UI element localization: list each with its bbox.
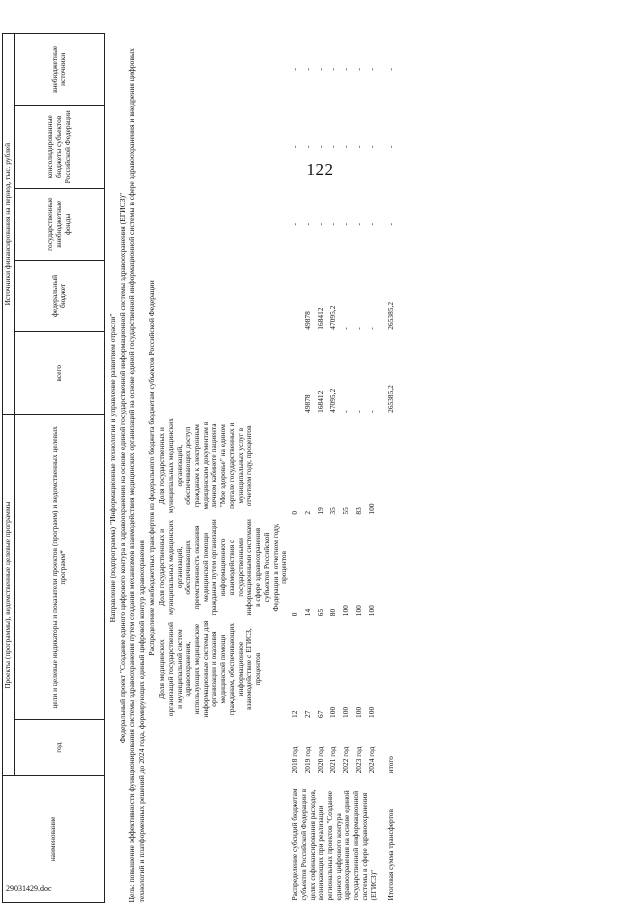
budget-table — [2, 33, 397, 903]
year-cell: 2022 год — [341, 746, 351, 774]
indicator-1-value: 100 — [366, 706, 376, 718]
indicator-1-value: 100 — [328, 706, 338, 718]
indicator-2-value: 100 — [341, 605, 351, 617]
regional-value: - — [353, 145, 363, 149]
indicator-header-1: Доля медицинских организаций государственной и муниципальной систем здравоохранения, использующих медицинские информационные системы для организации и оказания медицинской помощи гражданам, обеспечивающих информационное взаимодействие с ЕГИСЗ, процентов — [157, 620, 263, 718]
year-cell: 2020 год — [315, 746, 325, 774]
header-federal: федеральный бюджет — [14, 260, 104, 332]
indicator-header-2: Доля государственных и муниципальных медицинских организаций, обеспечивающих преемственность оказания медицинской помощи гражданам путем организации информационного взаимодействия с государственными информационными системами в сфере здравоохранения субъектов Российской Федерации в отчетном году, процентов — [157, 519, 289, 616]
funds-value: - — [302, 223, 312, 226]
federal-value: 47095,2 — [328, 305, 338, 330]
funds-value: - — [328, 223, 338, 226]
indicator-2-value: 14 — [302, 608, 312, 617]
header-year: год — [14, 720, 104, 775]
indicator-3-value: 100 — [366, 503, 376, 515]
year-cell: 2018 год — [290, 746, 300, 774]
federal-value: - — [341, 327, 351, 330]
project-title: Федеральный проект "Создание единого цифрового контура в здравоохранении на основе единой государственной информационной системы здравоохранения (ЕГИСЗ)" — [117, 192, 127, 744]
file-footer: 29031429.doc — [6, 884, 52, 893]
section-banner — [104, 34, 157, 903]
total-value: - — [353, 410, 363, 413]
goal-text: Цель: повышение эффективности функционирования системы здравоохранения путем создания механизмов взаимодействия медицинских организаций на основе единой государственной информационной системы в сфере здравоохранения и внедрения цифровых технологий и платформенных решений до 2024 года, формирующих единый цифровой контур здравоохранения — [127, 48, 147, 903]
indicator-3-value: 35 — [328, 507, 338, 515]
indicator-2-value: 80 — [328, 608, 338, 617]
header-indicators: цели и целевые индикаторы и показатели проектов (программ) и ведомственных целевых программ* — [14, 415, 104, 720]
indicator-1-value: 100 — [353, 706, 363, 718]
total-row-name: Итоговая сумма трансфертов — [386, 809, 396, 901]
indicator-1-value: 27 — [302, 710, 312, 718]
header-name: наименование — [3, 775, 105, 902]
regional-value: - — [341, 145, 351, 149]
total-value: 49878 — [302, 394, 312, 413]
indicator-3-value: 55 — [341, 507, 351, 515]
funds-value: - — [341, 223, 351, 226]
funds-value: - — [353, 223, 363, 226]
grand-federal-value: 265385,2 — [386, 301, 396, 330]
regional-value: - — [290, 145, 300, 149]
federal-value — [290, 260, 303, 332]
direction-title: Направление (подпрограмма) "Информационные технологии и управление развитием отрасли" — [107, 313, 117, 623]
header-extrabudget-funds: государственные внебюджетные фонды — [14, 188, 104, 260]
indicator-3-value: 0 — [290, 510, 300, 515]
federal-value: - — [366, 327, 376, 330]
total-value: - — [366, 410, 376, 413]
funds-value: - — [315, 223, 325, 226]
indicator-2-value: 100 — [366, 605, 376, 617]
external-value: - — [328, 68, 338, 71]
header-funding-group: Источники финансирования на период, тыс. рублей — [3, 34, 15, 415]
grand-total-value: 265385,2 — [386, 385, 396, 413]
page-number: 122 — [306, 160, 334, 179]
grand-regional-value: - — [386, 145, 396, 149]
header-projects-group: Проекты (программы), ведомственные целевые программы — [3, 415, 15, 776]
indicator-3-value: 19 — [315, 507, 325, 515]
regional-value: - — [315, 145, 325, 149]
header-external: внебюджетные источники — [14, 34, 104, 106]
indicator-2-value: 100 — [353, 605, 363, 617]
external-value: - — [302, 68, 312, 71]
external-value: - — [353, 68, 363, 71]
indicator-2-value: 0 — [290, 612, 300, 617]
header-regional: консолидированные бюджеты субъектов Российской Федерации — [14, 105, 104, 188]
grand-external-value: - — [386, 68, 396, 71]
rotated-table-page — [2, 33, 637, 903]
total-value: - — [341, 410, 351, 413]
indicator-1-value: 12 — [290, 710, 300, 718]
total-value — [290, 332, 303, 415]
funds-value: - — [366, 223, 376, 226]
indicator-1-value: 100 — [341, 706, 351, 718]
year-cell: 2023 год — [353, 746, 363, 774]
external-value: - — [290, 68, 300, 71]
indicator-3-value: 2 — [302, 510, 312, 515]
external-value: - — [366, 68, 376, 71]
external-value: - — [315, 68, 325, 71]
year-cell: 2019 год — [302, 746, 312, 774]
regional-value: - — [328, 145, 338, 149]
total-value: 168412 — [315, 390, 325, 413]
total-row-year: итого — [386, 756, 396, 774]
total-value: 47095,2 — [328, 388, 338, 413]
external-value: - — [341, 68, 351, 71]
regional-value: - — [366, 145, 376, 149]
federal-value: 49878 — [302, 311, 312, 330]
indicator-header-3: Доля государственных и муниципальных медицинских организаций, обеспечивающих доступ гражданам к электронным медицинским документам в личном кабинете пациента "Мое здоровье" на едином портале государственных и муниципальных услуг в отчетном году, процентов — [157, 418, 254, 514]
grand-funds-value: - — [386, 223, 396, 226]
row-name: Распределение субсидий бюджетам субъектов Российской Федерации в целях софинансирования расходов, возникающих при реализации региональных проектов "Создание единого цифрового контура здравоохранения на основе единой государственной информационной системы в сфере здравоохранения (ЕГИСЗ)" — [290, 788, 378, 901]
indicator-2-value: 65 — [315, 608, 325, 617]
regional-value: - — [302, 145, 312, 149]
year-cell: 2024 год — [366, 746, 376, 774]
indicator-1-value: 67 — [315, 710, 325, 718]
federal-value: 168412 — [315, 307, 325, 330]
federal-value: - — [353, 327, 363, 330]
funds-value: - — [290, 223, 300, 226]
header-total: всего — [14, 332, 104, 415]
distribution-title: Распределение межбюджетных трансфертов из федерального бюджета бюджетам субъектов Российской Федерации — [147, 280, 157, 656]
year-cell: 2021 год — [328, 746, 338, 774]
indicator-3-value: 83 — [353, 507, 363, 515]
